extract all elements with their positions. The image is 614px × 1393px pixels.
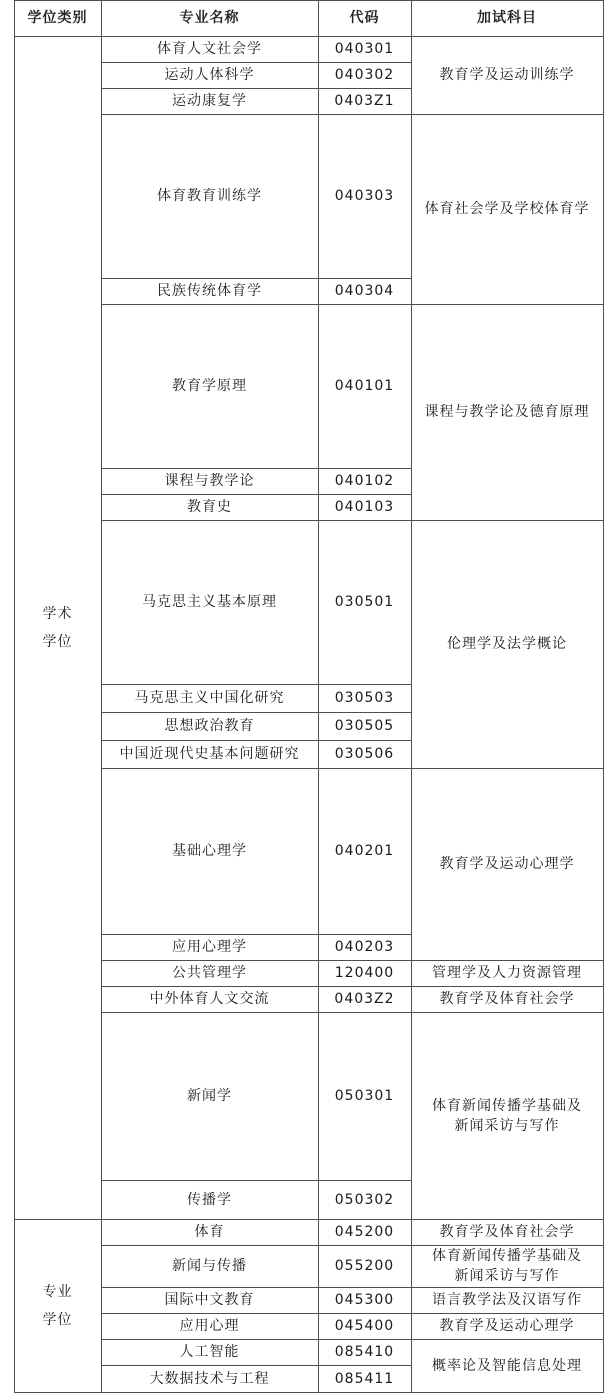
major-cell: 马克思主义中国化研究 <box>134 690 285 706</box>
subject-cell: 教育学及体育社会学 <box>439 991 575 1007</box>
grid-line <box>101 768 604 769</box>
grid-line <box>603 0 604 1393</box>
category-professional: 专业 学位 <box>42 1284 73 1328</box>
grid-line <box>101 520 604 521</box>
code-cell: 040303 <box>334 188 395 204</box>
subject-cell: 教育学及体育社会学 <box>439 1224 575 1240</box>
grid-line <box>101 0 102 1393</box>
major-cell: 应用心理 <box>179 1318 240 1334</box>
grid-line <box>14 0 15 1393</box>
major-cell: 体育人文社会学 <box>157 41 262 57</box>
major-cell: 课程与教学论 <box>164 473 255 489</box>
major-cell: 新闻与传播 <box>172 1258 247 1274</box>
grid-line <box>101 278 411 279</box>
code-cell: 045300 <box>334 1292 395 1308</box>
subject-cell: 管理学及人力资源管理 <box>432 965 582 981</box>
subject-cell: 概率论及智能信息处理 <box>432 1358 582 1374</box>
major-cell: 基础心理学 <box>172 843 247 859</box>
grid-line <box>101 62 411 63</box>
code-cell: 120400 <box>334 965 395 981</box>
code-cell: 050301 <box>334 1088 395 1104</box>
header-major: 专业名称 <box>179 10 240 26</box>
grid-line <box>101 114 604 115</box>
subject-cell: 伦理学及法学概论 <box>447 636 567 652</box>
code-cell: 040101 <box>334 378 395 394</box>
major-cell: 中国近现代史基本问题研究 <box>119 746 300 762</box>
grid-line <box>101 304 604 305</box>
major-cell: 体育 <box>194 1224 225 1240</box>
header-category: 学位类别 <box>27 10 88 26</box>
grid-line <box>101 740 411 741</box>
grid-line <box>101 986 604 987</box>
grid-line <box>101 1313 604 1314</box>
code-cell: 050302 <box>334 1191 395 1208</box>
subject-cell: 课程与教学论及德育原理 <box>424 404 590 420</box>
grid-line <box>101 684 411 685</box>
subject-cell: 体育新闻传播学基础及 新闻采访与写作 <box>432 1248 582 1284</box>
grid-line <box>101 960 604 961</box>
subject-cell: 语言教学法及汉语写作 <box>432 1292 582 1308</box>
code-cell: 085411 <box>334 1371 395 1387</box>
grid-line <box>101 712 411 713</box>
code-cell: 030501 <box>334 594 395 610</box>
major-cell: 民族传统体育学 <box>157 283 262 299</box>
code-cell: 045400 <box>334 1318 395 1334</box>
major-cell: 公共管理学 <box>172 965 247 981</box>
code-cell: 040302 <box>334 67 395 83</box>
major-cell: 思想政治教育 <box>164 718 255 734</box>
major-cell: 人工智能 <box>179 1344 240 1360</box>
major-cell: 传播学 <box>187 1191 232 1208</box>
major-cell: 运动人体科学 <box>164 67 255 83</box>
grid-line <box>318 0 319 1393</box>
subject-cell: 教育学及运动心理学 <box>439 1318 575 1334</box>
code-cell: 055200 <box>334 1258 395 1274</box>
grid-line <box>14 1219 604 1220</box>
major-cell: 大数据技术与工程 <box>149 1371 270 1387</box>
major-cell: 运动康复学 <box>172 93 247 109</box>
code-cell: 040304 <box>334 283 395 299</box>
grid-line <box>101 1365 411 1366</box>
code-cell: 030503 <box>334 690 395 706</box>
grid-line <box>101 1287 604 1288</box>
subject-cell: 教育学及运动训练学 <box>439 67 575 83</box>
subject-cell: 体育新闻传播学基础及 新闻采访与写作 <box>432 1097 582 1134</box>
grid-line <box>101 934 411 935</box>
major-cell: 教育学原理 <box>172 378 247 394</box>
grid-line <box>101 1012 604 1013</box>
grid-line <box>101 1245 604 1246</box>
code-cell: 030505 <box>334 718 395 734</box>
category-academic: 学术 学位 <box>42 605 73 650</box>
header-subject: 加试科目 <box>477 10 537 26</box>
code-cell: 040103 <box>334 499 395 515</box>
major-cell: 教育史 <box>187 499 232 515</box>
major-cell: 中外体育人文交流 <box>149 991 270 1007</box>
code-cell: 030506 <box>334 746 395 762</box>
code-cell: 0403Z1 <box>334 93 395 109</box>
grid-line <box>101 494 411 495</box>
grid-line <box>101 1180 411 1181</box>
major-cell: 马克思主义基本原理 <box>142 594 277 610</box>
major-cell: 新闻学 <box>187 1088 232 1104</box>
grid-line <box>101 88 411 89</box>
subject-cell: 体育社会学及学校体育学 <box>424 201 590 217</box>
grid-line <box>101 1339 604 1340</box>
code-cell: 085410 <box>334 1344 395 1360</box>
code-cell: 0403Z2 <box>334 991 395 1007</box>
header-code: 代码 <box>349 10 380 26</box>
major-cell: 国际中文教育 <box>164 1292 255 1308</box>
code-cell: 045200 <box>334 1224 395 1240</box>
grid-line <box>14 0 604 1</box>
grid-line <box>14 36 604 37</box>
code-cell: 040203 <box>334 939 395 955</box>
grid-line <box>101 468 411 469</box>
code-cell: 040102 <box>334 473 395 489</box>
grid-line <box>411 0 412 1393</box>
major-cell: 应用心理学 <box>172 939 247 955</box>
subject-cell: 教育学及运动心理学 <box>439 856 575 872</box>
code-cell: 040301 <box>334 41 395 57</box>
code-cell: 040201 <box>334 843 395 859</box>
major-cell: 体育教育训练学 <box>157 188 262 204</box>
